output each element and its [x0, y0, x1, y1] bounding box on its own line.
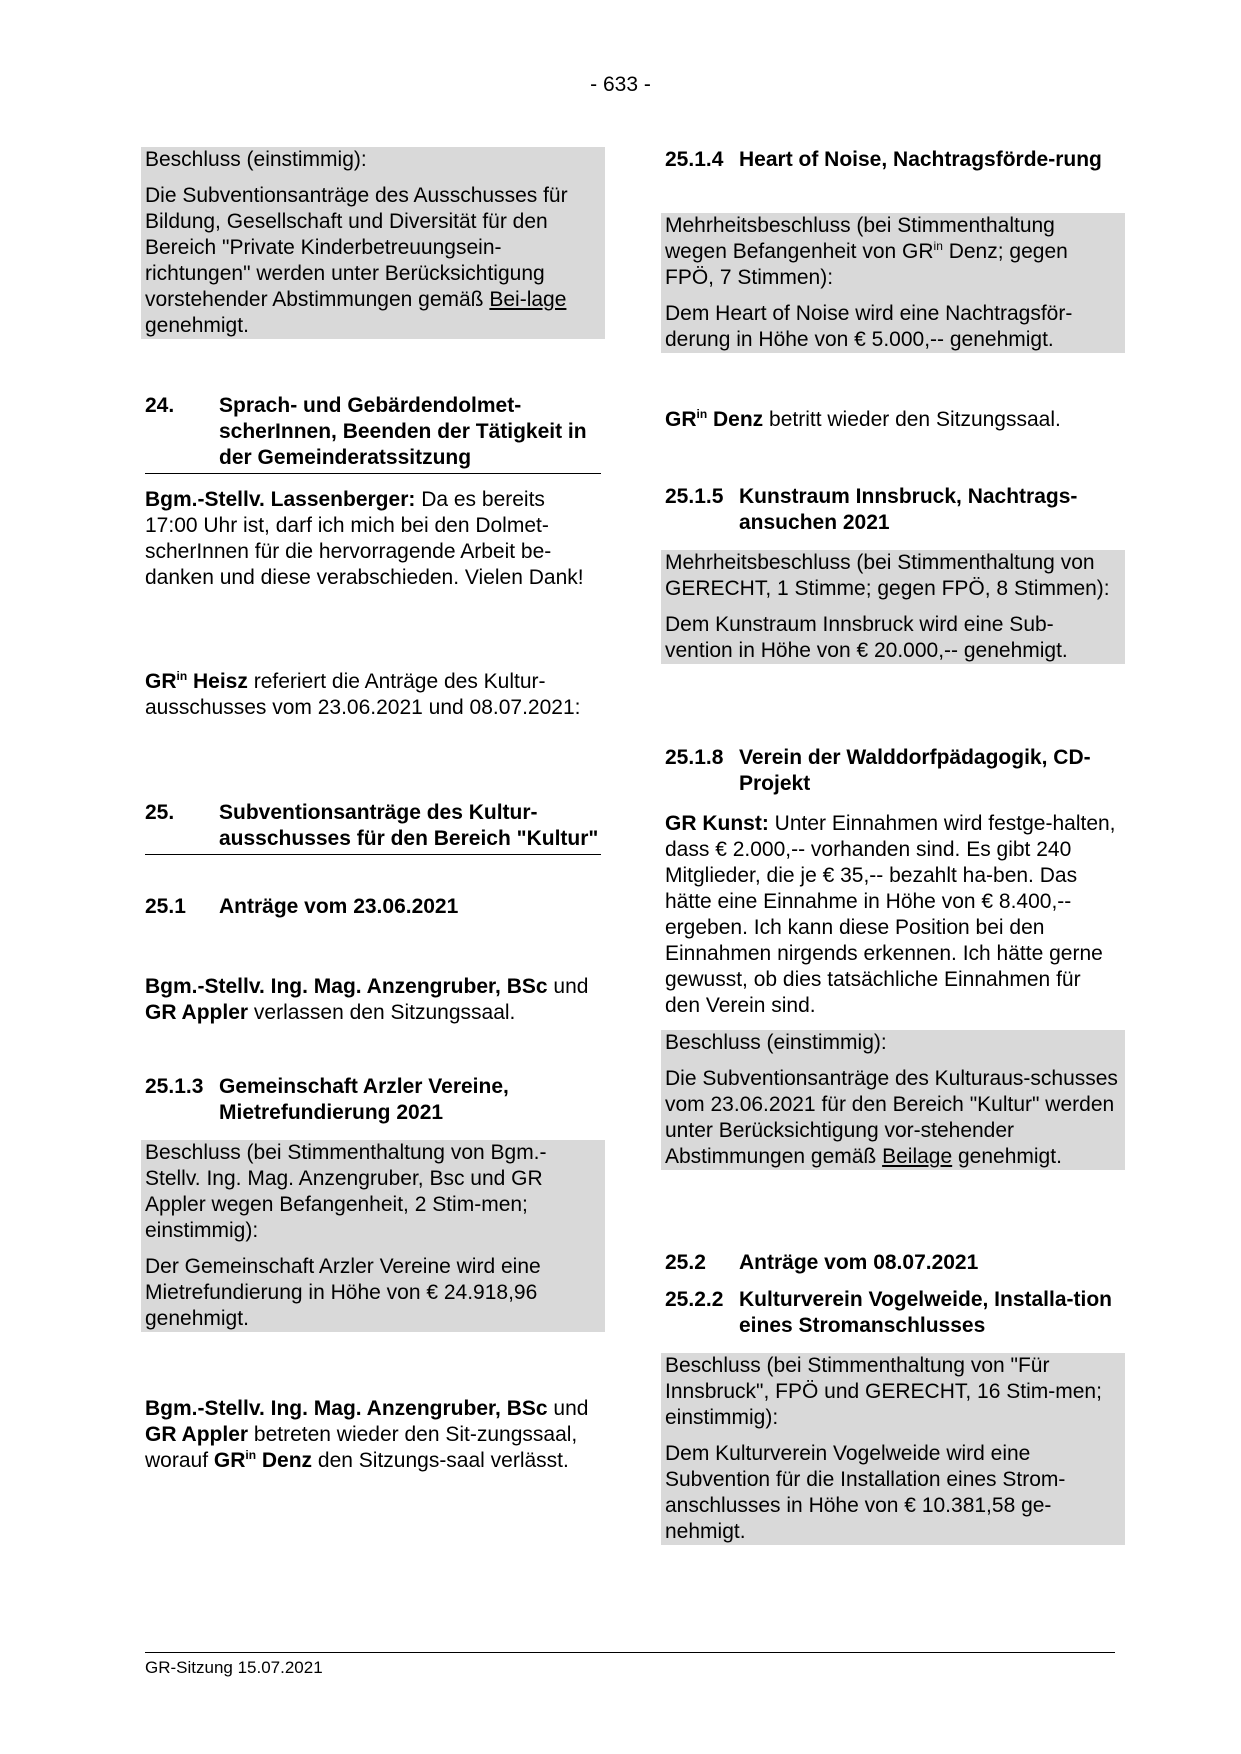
heading-title: Subventionsanträge des Kultur-ausschusses für den Bereich "Kultur"	[219, 801, 599, 850]
speaker-name: Bgm.-Stellv. Lassenberger:	[145, 488, 416, 511]
heading-number: 25.1.8	[665, 746, 724, 769]
speaker-name: GR Kunst:	[665, 812, 769, 835]
footer-divider	[145, 1652, 1115, 1653]
paragraph-heisz: $GR^{in}$ Heisz referiert die Anträge des Kultur-ausschusses vom 23.06.2021 und 08.07.2021:	[145, 669, 581, 719]
heading-25-1-5	[665, 484, 1121, 536]
heading-title: Anträge vom 23.06.2021	[219, 895, 459, 918]
heading-25	[145, 800, 601, 855]
resolution-heading: Beschluss (bei Stimmenthaltung von Bgm.-Stellv. Ing. Mag. Anzengruber, Bsc und GR Appler wegen Befangenheit, 2 Stim-men; einstimmig):	[145, 1141, 547, 1242]
heading-25-2-2	[665, 1287, 1121, 1339]
resolution-box-kultur	[665, 1030, 1121, 1170]
heading-title: Kulturverein Vogelweide, Installa-tion eines Stromanschlusses	[739, 1288, 1113, 1337]
heading-25-1-3	[145, 1074, 601, 1126]
heading-number: 25.2	[665, 1251, 706, 1274]
heading-title: Verein der Walddorfpädagogik, CD-Projekt	[739, 746, 1091, 795]
paragraph-denz: $GR^{in}$ Denz betritt wieder den Sitzungssaal.	[665, 407, 1061, 431]
resolution-text: Dem Kunstraum Innsbruck wird eine Sub-vention in Höhe von € 20.000,-- genehmigt.	[665, 613, 1068, 662]
page-number: - 633 -	[590, 73, 651, 96]
heading-title: Heart of Noise, Nachtragsförde-rung	[739, 148, 1102, 171]
heading-number: 25.1.5	[665, 485, 724, 508]
heading-number: 25.2.2	[665, 1288, 724, 1311]
heading-number: 25.1.4	[665, 148, 724, 171]
resolution-box-kinderbetreuung	[145, 147, 601, 339]
resolution-heading: Beschluss (einstimmig):	[145, 148, 367, 171]
heading-25-1-8	[665, 745, 1121, 797]
speaker-name: Heisz	[187, 670, 248, 693]
heading-25-1	[145, 894, 601, 920]
resolution-heading: Mehrheitsbeschluss (bei Stimmenthaltung von GERECHT, 1 Stimme; gegen FPÖ, 8 Stimmen):	[665, 551, 1110, 600]
resolution-heading: Mehrheitsbeschluss (bei Stimmenthaltung wegen Befangenheit von $GR^{in}$ Denz; gegen FPÖ, 7 Stimmen):	[665, 214, 1068, 289]
paragraph-return: Bgm.-Stellv. Ing. Mag. Anzengruber, BSc und GR Appler betreten wieder den Sit-zungssaal, worauf $GR^{in}$ Denz den Sitzungs-saal verlässt.	[145, 1397, 589, 1472]
heading-number: 25.1	[145, 895, 186, 918]
heading-title: Anträge vom 08.07.2021	[739, 1251, 979, 1274]
resolution-box-heart-of-noise	[665, 213, 1121, 353]
beilage-link[interactable]: Bei-lage	[489, 288, 567, 311]
resolution-box-kunstraum	[665, 550, 1121, 664]
resolution-box-arzler	[145, 1140, 601, 1332]
speaker-name: Denz	[707, 408, 764, 431]
heading-24	[145, 393, 601, 474]
resolution-text: Die Subventionsanträge des Kulturaus-schusses vom 23.06.2021 für den Bereich "Kultur" werden unter Berücksichtigung vor-stehender Abstimmungen gemäß Beilage genehmigt.	[665, 1067, 1118, 1168]
heading-number: 25.	[145, 801, 175, 824]
resolution-heading: Beschluss (bei Stimmenthaltung von "Für Innsbruck", FPÖ und GERECHT, 16 Stim-men; einstimmig):	[665, 1354, 1102, 1429]
heading-25-1-4	[665, 147, 1121, 173]
paragraph-lassenberger: Bgm.-Stellv. Lassenberger: Da es bereits 17:00 Uhr ist, darf ich mich bei den Dolmet-scherInnen für die hervorragende Arbeit be-danken und diese verabschieden. Vielen Dank!	[145, 488, 584, 589]
resolution-box-vogelweide	[665, 1353, 1121, 1545]
paragraph-leave: Bgm.-Stellv. Ing. Mag. Anzengruber, BSc und GR Appler verlassen den Sitzungssaal.	[145, 975, 589, 1024]
beilage-link[interactable]: Beilage	[882, 1145, 953, 1168]
heading-title: Kunstraum Innsbruck, Nachtrags-ansuchen 2021	[739, 485, 1078, 534]
resolution-text: Dem Kulturverein Vogelweide wird eine Subvention für die Installation eines Strom-anschlusses in Höhe von € 10.381,58 ge-nehmigt.	[665, 1442, 1066, 1543]
resolution-text: Die Subventionsanträge des Ausschusses für Bildung, Gesellschaft und Diversität für den Bereich "Private Kinderbetreuungsein-richtungen" werden unter Berücksichtigung vorstehender Abstimmungen gemäß Bei-lage genehmigt.	[145, 184, 568, 337]
resolution-heading: Beschluss (einstimmig):	[665, 1031, 887, 1054]
resolution-text: Der Gemeinschaft Arzler Vereine wird eine Mietrefundierung in Höhe von € 24.918,96 genehmigt.	[145, 1255, 541, 1330]
paragraph-kunst: GR Kunst: Unter Einnahmen wird festge-halten, dass € 2.000,-- vorhanden sind. Es gibt 240 Mitglieder, die je € 35,-- bezahlt ha-ben. Das hätte eine Einnahme in Höhe von € 8.400,-- ergeben. Ich kann diese Position bei den Einnahmen nirgends erkennen. Ich hätte gerne gewusst, ob dies tatsächliche Einnahmen für den Verein sind.	[665, 812, 1116, 1017]
heading-25-2	[665, 1250, 1121, 1276]
heading-title: Sprach- und Gebärdendolmet-scherInnen, Beenden der Tätigkeit in der Gemeinderatssitzung	[219, 394, 587, 469]
heading-number: 24.	[145, 394, 175, 417]
footer-text: GR-Sitzung 15.07.2021	[145, 1658, 323, 1677]
heading-title: Gemeinschaft Arzler Vereine, Mietrefundierung 2021	[219, 1075, 509, 1124]
resolution-text: Dem Heart of Noise wird eine Nachtragsför-derung in Höhe von € 5.000,-- genehmigt.	[665, 302, 1073, 351]
heading-number: 25.1.3	[145, 1075, 204, 1098]
